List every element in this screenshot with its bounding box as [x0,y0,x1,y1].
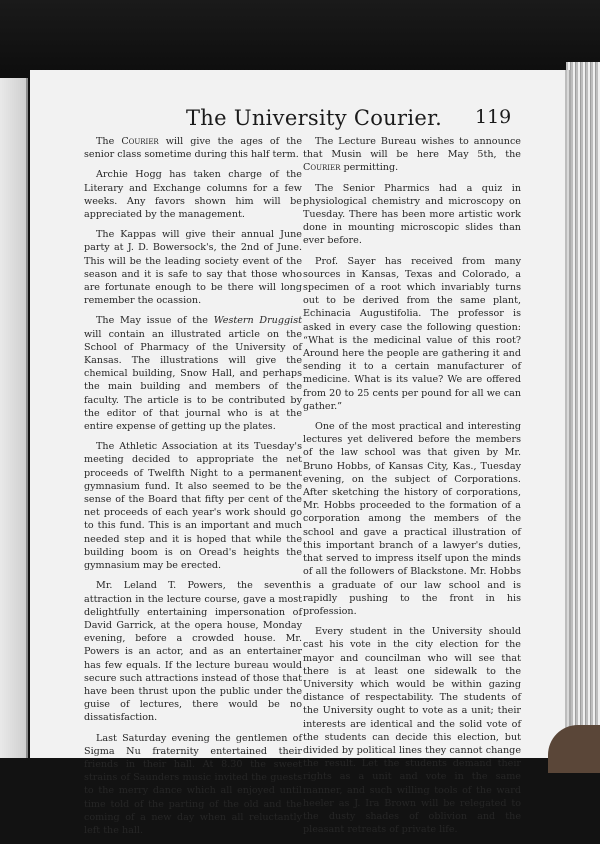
text-span: The Athletic Association at its Tuesday's meeting decided to appropriate the net proceeds of Twelfth Night to a permanent gymnasium fund. It also seemed to be the sense of the Board that fifty per cent of the net proceeds of each year's work should go to this fund. This is an important and much needed step and it is hoped that while the building boom is on Oread's heights the gymnasium may be erected. [84,441,302,572]
text-span: Last Saturday evening the gentlemen of Sigma Nu fraternity entertained their friends in their hall. At 8.30 the sweet strains of Saunders music invited the guests to the merry dance which all enjoyed until time told of the parting of the old and the coming of a new day when all reluctantly left the hall. [84,732,302,836]
page-header [30,106,565,136]
right-column [303,135,521,843]
book-page [30,70,565,836]
text-span: Courier [121,136,159,147]
paragraph [84,732,302,838]
paragraph [84,228,302,307]
paragraph [84,135,302,161]
text-span: Prof. Sayer has received from many sources in Kansas, Texas and Colorado, a specimen of a root which invariably turns out to be derived from the same plant, Echinacia Augustifolia. The professor is asked in every case the following question: “What is the medicinal value of this root? Around here the people are gathering it and sending it to a certain manufacturer of medicine. What is its value? We are offered from 20 to 25 cents per pound for all we can gather.” [303,255,521,412]
paragraph [303,135,521,175]
text-span: will give the ages of the senior class sometime during this half term. [84,136,302,161]
paragraph [84,168,302,221]
text-span: The May issue of the [96,315,214,327]
text-span: The Kappas will give their annual June party at J. D. Bowersock's, the 2nd of June. This will be the leading society event of the season and it is safe to say that those who are fortunate enough to be there will long remember the ocassion. [84,229,302,307]
text-span: permitting. [340,162,399,174]
paragraph [84,579,302,724]
background-top [0,0,600,80]
text-span: The [96,136,122,147]
paragraph [303,420,521,618]
paragraph [303,625,521,836]
text-span: Courier [303,162,341,174]
text-span: One of the most practical and interesting lectures yet delivered before the members of the law school was that given by Mr. Bruno Hobbs, of Kansas City, Kas., Tuesday evening, on the subject of Corporations. After sketching the history of corporations, Mr. Hobbs proceeded to the formation of a corporation among the members of the school and gave a practical illustration of this important branch of a lawyer's duties, that served to impress itself upon the minds of all the followers of Blackstone. Mr. Hobbs is a graduate of our law school and is rapidly pushing to the front in his profession. [303,421,521,617]
left-page-edge [0,78,28,758]
paragraph [84,314,302,433]
paragraph [303,255,521,413]
page-title: The University Courier. [186,106,443,130]
left-column [84,135,302,844]
text-span: Every student in the University should cast his vote in the city election for the mayor and councilman who will see that there is at least one sidewalk to the University which would be within gazing distance of respectability. The students of the University ought to vote as a unit; their interests are identical and the solid vote of the students can decide this election, but divided by political lines they cannot change the result. Let the students demand their rights as a unit and vote in the same manner, and such willing tools of the ward heeler as J. Ira Brown will be relegated to the dusty shades of oblivion and the pleasant retreats of private life. [303,626,521,836]
book-page-stack [566,62,600,742]
text-span: Mr. Leland T. Powers, the seventh attraction in the lecture course, gave a most delightfully entertaining impersonation of David Garrick, at the opera house, Monday evening, before a crowded house. Mr. Powers is an actor, and as an entertainer has few equals. If the lecture bureau would secure such attractions instead of those that have been thrust upon the public under the guise of lectures, there would be no dissatisfaction. [84,580,302,724]
text-span: Archie Hogg has taken charge of the Literary and Exchange columns for a few weeks. Any favors shown him will be appreciated by the management. [84,169,302,221]
page-number: 119 [475,106,512,128]
paragraph [303,182,521,248]
text-span: will contain an illustrated article on the School of Pharmacy of the University of Kansas. The illustrations will give the chemical building, Snow Hall, and perhaps the main building and members of the faculty. The article is to be contributed by the editor of that journal who is at the entire expense of getting up the plates. [84,328,302,433]
text-span: The Lecture Bureau wishes to announce that Musin will be here May 5th, the [303,136,521,161]
paragraph [84,440,302,572]
text-span: The Senior Pharmics had a quiz in physiological chemistry and microscopy on Tuesday. There has been more artistic work done in mounting microscopic slides than ever before. [303,182,521,247]
text-span: Western Druggist [213,315,302,327]
